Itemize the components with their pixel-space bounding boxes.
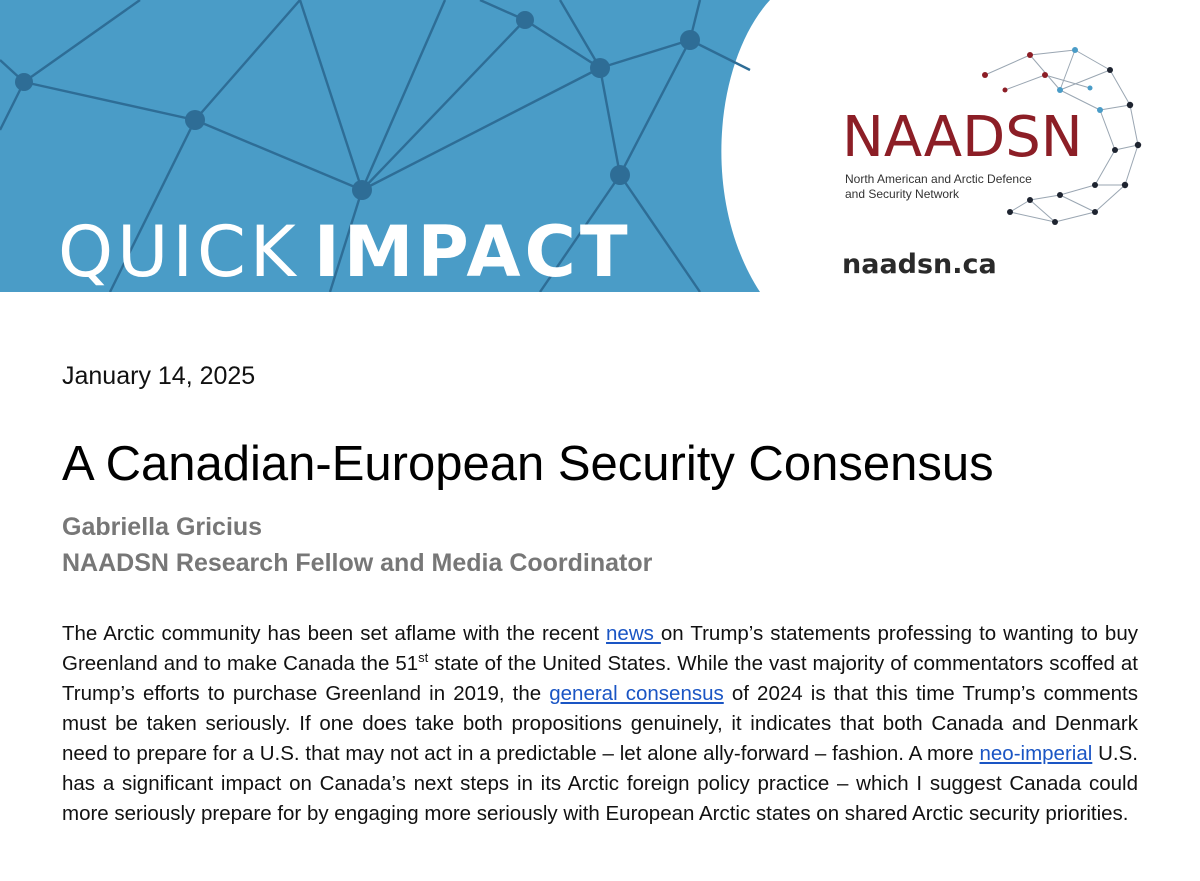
ordinal-suffix: st [418,650,429,666]
body-text: U.S. has a significant impact on Canada’s next steps in its Arctic foreign policy practice – which I suggest Canada could more seriously prepare for by engaging more seriously with European Arctic states on shared Arctic security priorities. [62,742,1138,825]
body-text: on Trump’s statements professing to wanting to buy Greenland and to make Canada the 51 [62,622,1138,675]
news-link[interactable]: news [606,622,661,645]
neo-imperial-link[interactable]: neo-imperial [979,742,1093,765]
body-text: state of the United States. While the vast majority of commentators scoffed at Trump’s efforts to purchase Greenland in 2019, the [62,652,1138,705]
banner-title-impact: IMPACT [313,211,632,293]
body-text: The Arctic community has been set aflame with the recent [62,622,607,645]
general-consensus-link[interactable]: general consensus [549,682,724,705]
author-affiliation: NAADSN Research Fellow and Media Coordinator [62,549,653,577]
article-title: A Canadian-European Security Consensus [62,437,994,491]
logo-full-name [845,172,1065,202]
article-date: January 14, 2025 [62,362,256,390]
logo-full-name-line1: North American and Arctic Defence [845,172,1032,186]
banner-title-quick: QUICK [58,211,300,293]
author-name: Gabriella Gricius [62,513,263,541]
article-body-paragraph [62,619,1138,829]
logo-url: naadsn.ca [842,249,997,280]
logo-full-name-line2: and Security Network [845,187,960,201]
logo-wordmark: NAADSN [842,105,1083,170]
body-text: of 2024 is that this time Trump’s comments must be taken seriously. If one does take both propositions genuinely, it indicates that both Canada and Denmark need to prepare for a U.S. that may not act in a predictable – let alone ally-forward – fashion. A more [62,682,1138,765]
header-banner [0,0,1200,292]
banner-title [58,212,632,292]
